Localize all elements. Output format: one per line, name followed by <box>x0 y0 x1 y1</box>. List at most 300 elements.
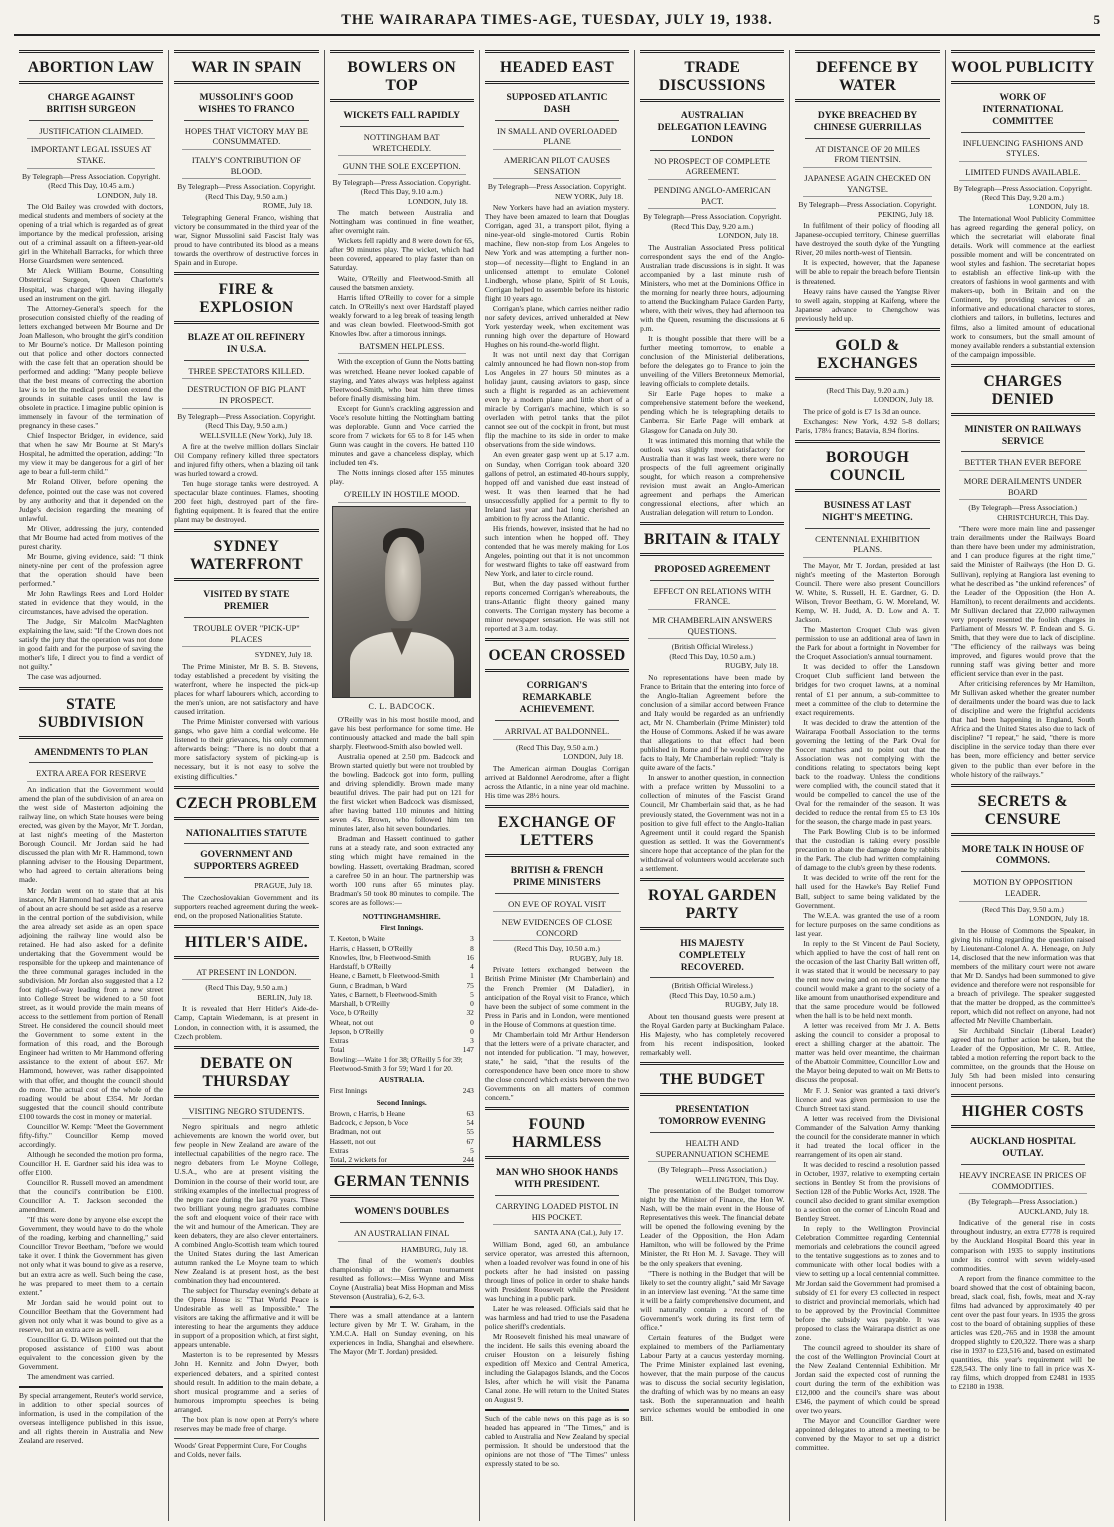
article <box>485 805 629 1102</box>
article-deck: AUSTRALIAN DELEGATION LEAVING LONDON <box>650 108 774 151</box>
dateline-place: NEW YORK, July 18. <box>554 191 624 201</box>
score-name: Yates, c Barnett, b Fleetwood-Smith <box>329 989 437 999</box>
paragraph: Mr F. J. Senior was granted a taxi driver's licence and was given permission to use the Church Street taxi stand. <box>795 1085 940 1113</box>
paragraph: In fulfilment of their policy of flooding all Japanese-occupied territory, Chinese guerrillas have destroyed the south dyke of the Yungting River, 20 miles north-west of Tientsin. <box>795 221 940 258</box>
score-row <box>330 1086 474 1095</box>
paragraph: Ten huge storage tanks were destroyed. A spectacular blaze continues. Flames, shooting 200 feet high, destroyed part of the fire-fighting equipment. It is feared that the entire plant may be destroyed. <box>174 479 319 525</box>
article-deck: MORE TALK IN HOUSE OF COMMONS. <box>961 842 1085 873</box>
innings-label: Second Innings. <box>376 1097 427 1107</box>
dateline-place: WELLINGTON, This Day. <box>695 1174 779 1184</box>
dateline-line: (Recd This Day, 9.20 a.m.) <box>981 192 1064 202</box>
footnote: There was a small attendance at a lantern lecture given by Mr T. W. Graham, in the Y.M.C.A. Hall on Sunday evening, on his experiences in India, Shanghai and elsewhere. The Mayor (Mr T. Jordan) presided. <box>330 1306 474 1356</box>
article-subhead: BATSMEN HELPLESS. <box>338 339 466 355</box>
score-name: Hassett, not out <box>329 1136 376 1146</box>
article-subhead: AN AUSTRALIAN FINAL <box>338 1226 466 1242</box>
score-name: Wheat, not out <box>329 1017 374 1027</box>
score-name: Brown, c Harris, b Heane <box>329 1108 406 1118</box>
article-body <box>485 965 629 1102</box>
dateline-place: SYDNEY, July 18. <box>254 650 313 660</box>
paragraph: It was decided to draw the attention of the Wairarapa Football Association to the terms governing the letting of the Park Oval for Soccer matches and to point out that the Association was not complying with the conditions relating to spectators being kept back to the roadway. Unless the conditions were complied with, the council stated that it would be compelled to cancel the use of the Oval for the remainder of the season. It was decided to reduce the rental from £5 to £3 10s for the season, the charge made in past years. <box>795 717 940 827</box>
paragraph: With the exception of Gunn the Notts batting was wretched. Heane never looked capable of staying, and Yates always was helpless against Fleetwood-Smith, who beat him three times before finally dismissing him. <box>329 357 474 403</box>
dateline-line: (Recd This Day, 9.20 a.m.) <box>826 385 909 395</box>
article-body <box>174 442 318 524</box>
article-dateline <box>174 983 318 1002</box>
article-body <box>485 1240 629 1405</box>
article-deck: SUPPOSED ATLANTIC DASH <box>495 90 619 121</box>
column-7 <box>945 50 1100 1521</box>
article-deck: CORRIGAN'S REMARKABLE ACHIEVEMENT. <box>495 678 619 721</box>
article-deck: MINISTER ON RAILWAYS SERVICE <box>961 422 1085 453</box>
paragraph: Mr Aleck William Bourne, Consulting Obstetrical Surgeon, Queen Charlotte's Hospital, was charged with having illegally used an instrument on the girl. <box>19 266 164 303</box>
article-dateline <box>640 981 784 1009</box>
team-name: NOTTINGHAMSHIRE. <box>362 911 441 921</box>
paragraph: It was not until next day that Corrigan calmly announced he had flown non-stop from Los Angeles in 27 hours 50 minutes as a holiday jaunt, causing aviators to gasp, since such a flight is regarded as an achievement even by a modern plane and little short of a miracle by Corrigan's machine, which is so overladen with petrol tanks that the pilot cannot see out of the cockpit in front, but must flip the machine to its side in order to make observations from the side windows. <box>484 349 630 450</box>
dateline-line: (By Telegraph—Press Association.) <box>968 503 1078 513</box>
score-row <box>330 953 474 962</box>
paragraph: His friends, however, insisted that he had no such intention when he hopped off. They contended that he was merely making for Los Angeles, pointing out that it is not uncommon for westward flights to take off eastward from New York, and later to circle round. <box>484 523 630 579</box>
paragraph: New Yorkers have had an aviation mystery. They have been amazed to learn that Douglas Corrigan, aged 31, a transport pilot, flying a nine-year-old single-motored Curtis Robin machine, flew non-stop from Los Angeles to New York and was attempting a further non-stop—of necessity—flight to England in an unlicensed attempt to emulate Colonel Lindbergh, whose plane, Spirit of St Louis, Corrigan helped to assemble before its historic flight 10 years ago. <box>484 203 630 303</box>
score-value: 75 <box>466 980 474 990</box>
paragraph: The council agreed to shoulder its share of the cost of the Wellington Provincial Court at the New Zealand Centennial Exhibition. Mr Jordan said the expected cost of running the court during the term of the exhibition was £12,000 and the council's share was about £346, the payment of which could be spread over two years. <box>795 1342 940 1416</box>
score-row <box>330 934 474 943</box>
dateline-place: AUCKLAND, July 18. <box>1018 1206 1089 1216</box>
score-value: 147 <box>462 1045 474 1055</box>
article-subhead: AT DISTANCE OF 20 MILES FROM TIENTSIN. <box>803 142 931 168</box>
paragraph: After criticising references by Mr Hamilton, Mr Sullivan asked whether the greater number of derailments under the board was due to lack of discipline and were the frightful accidents that had been happening in England, South Africa and the United States also due to lack of discipline? "I repeat," he said, "there is more discipline in the service today than there ever has been, more efficiency and better service given to the public than ever before in the whole history of the railways." <box>950 679 1095 779</box>
article-subhead: BETTER THAN EVER BEFORE <box>959 455 1087 471</box>
paragraph: The final of the women's doubles championship at the German tournament resulted as follows:—Miss Wynne and Miss Coyne (Australia) beat Miss Hopman and Miss Stevenson (Australia), 6-2, 6-3. <box>329 1256 474 1302</box>
portrait-photo <box>332 506 471 698</box>
article-headline: CHARGES DENIED <box>951 364 1095 416</box>
paragraph: Mr Bourne, giving evidence, said: "I think ninety-nine per cent of the profession agree that the operation should have been performed." <box>19 551 164 588</box>
article-dateline <box>951 184 1095 212</box>
dateline-place: BERLIN, July 18. <box>257 992 313 1002</box>
score-name: Bradman, not out <box>329 1127 382 1137</box>
article-subhead: HOPES THAT VICTORY MAY BE CONSUMMATED. <box>182 124 310 150</box>
article-deck: PROPOSED AGREEMENT <box>650 562 774 581</box>
dateline-line: (Recd This Day, 9.50 a.m.) <box>515 742 598 752</box>
dateline-place: ROME, July 18. <box>262 201 313 211</box>
article-body <box>640 243 784 517</box>
article-headline: BOWLERS ON TOP <box>330 50 474 102</box>
score-name: Hardstaff, b O'Reilly <box>329 962 392 971</box>
dateline-line: (Recd This Day, 9.50 a.m.) <box>205 421 288 431</box>
dateline-line: By Telegraph—Press Association. Copyright. <box>177 182 316 192</box>
paragraph: "If this were done by anyone else except the Government, they would have to do the whole of the roading, kerbing and channelling," said Councillor Trevor Beetham, "before we would take it over. I think the Government has given not only what it was bound to give as a reserve, but an extra acre as well. Such being the case, he was prepared to meet them to a certain extent." <box>19 1215 164 1297</box>
article-subhead: IN SMALL AND OVERLOADED PLANE <box>493 124 621 150</box>
dateline-place: SANTA ANA (Cal.), July 17. <box>534 1228 624 1238</box>
paragraph: In reply to the Wellington Provincial Celebration Committee regarding Centennial memorials and celebrations the council agreed to the tentative suggestions as to zones and to communicate with other local bodies with a view to setting up a local centennial committee. Mr Jordan said the Government had promised a subsidy of £1 for every £3 collected in respect to district and provincial memorials, which had to be approved by the Provincial Committee before the subsidy was payable. It was proposed to class the Wairarapa district as one zone. <box>795 1224 940 1342</box>
article <box>951 784 1095 1090</box>
dateline-line: (British Official Wireless.) <box>671 642 753 652</box>
article-headline: ABORTION LAW <box>19 50 163 84</box>
score-name: Jepson, b O'Reilly <box>329 1026 384 1036</box>
score-row <box>330 1127 474 1136</box>
article-subhead: AT PRESENT IN LONDON. <box>182 965 310 981</box>
article-body <box>640 673 784 873</box>
score-name: Total, 2 wickets for <box>329 1155 387 1164</box>
score-row <box>330 944 474 953</box>
dateline-line: (Recd This Day, 10.50 a.m.) <box>514 944 600 954</box>
newspaper-title: THE WAIRARAPA TIMES-AGE, TUESDAY, JULY 19, 1938. <box>341 11 773 28</box>
article-dateline <box>795 386 939 405</box>
paragraph: The Notts innings closed after 155 minutes play. <box>329 468 474 487</box>
article-deck: BLAZE AT OIL REFINERY IN U.S.A. <box>184 330 308 361</box>
score-value: 8 <box>470 943 474 953</box>
paragraph: But, when the day passed without further reports concerned Corrigan's whereabouts, the trans-Atlantic flight theory gained many converts. The Corrigan mystery has become a minor newspaper sensation. He was still not reported at 3 a.m. today. <box>484 579 630 634</box>
paragraph: In answer to another question, in connection with a preface written by Mussolini to a collection of minutes of the Fascist Grand Council, Mr Chamberlain said that, as he had previously stated, the Government was not in a position to give full effect to the Anglo-Italian Agreement until it could regard the Spanish question as settled. It was the Government's sincere hope that acceptance of the plan for the withdrawal of volunteers would accelerate such a settlement. <box>640 773 785 873</box>
score-value: 243 <box>462 1086 474 1096</box>
score-name: Heane, c Barnett, b Fleetwood-Smith <box>329 971 440 981</box>
article-dateline <box>174 182 318 210</box>
article-subhead: NOTTINGHAM BAT WRETCHEDLY. <box>338 130 466 156</box>
article-subhead: CENTENNIAL EXHIBITION PLANS. <box>803 532 931 558</box>
article-subhead: NO PROSPECT OF COMPLETE AGREEMENT. <box>648 154 776 180</box>
score-name: First Innings <box>329 1086 368 1096</box>
score-value: 244 <box>462 1155 474 1164</box>
paragraph: The W.E.A. was granted the use of a room for lecture purposes on the same conditions as last year. <box>795 910 940 938</box>
score-name: Extras <box>329 1145 349 1155</box>
article-subhead: TROUBLE OVER "PICK-UP" PLACES <box>182 621 310 647</box>
score-row <box>330 1137 474 1146</box>
article-dateline <box>174 650 318 659</box>
dateline-place: LONDON, July 18. <box>563 752 624 762</box>
dateline-line: (Recd This Day, 9.50 a.m.) <box>981 904 1064 914</box>
article-dateline <box>640 642 784 670</box>
paragraph: The case was adjourned. <box>27 672 102 682</box>
dateline-place: HAMBURG, July 18. <box>401 1244 468 1254</box>
score-value: 0 <box>470 999 474 1008</box>
dateline-line: By Telegraph—Press Association. Copyright. <box>21 171 161 181</box>
score-value: 5 <box>470 989 474 999</box>
article-subhead: DESTRUCTION OF BIG PLANT IN PROSPECT. <box>182 382 310 408</box>
score-row <box>330 971 474 980</box>
article-dateline <box>485 182 629 201</box>
score-name: Harris, c Hassett, b O'Reilly <box>329 943 413 953</box>
article-subhead: EFFECT ON RELATIONS WITH FRANCE. <box>648 584 776 610</box>
article-headline: WOOL PUBLICITY <box>951 50 1095 84</box>
article-dateline <box>795 200 939 219</box>
article <box>795 328 939 435</box>
article-headline: FIRE & EXPLOSION <box>174 272 318 324</box>
article-dateline <box>330 1245 474 1254</box>
article-subhead: JAPANESE AGAIN CHECKED ON YANGTSE. <box>803 171 931 197</box>
paragraph: The amendment was carried. <box>27 1372 115 1382</box>
paragraph: The Judge, Sir Malcolm MacNaghten explaining the law, said: "If the Crown does not satisfy the jury that the operation was not done in good faith and for the purpose of saving the mother's life, I direct you to find a verdict of not guilty." <box>19 617 164 672</box>
article-headline: WAR IN SPAIN <box>174 50 318 84</box>
article-headline: HEADED EAST <box>485 50 629 84</box>
article-dateline <box>485 1228 629 1237</box>
article <box>174 50 318 267</box>
article-subhead: MORE DERAILMENTS UNDER BOARD <box>959 474 1087 500</box>
paragraph: Private letters exchanged between the British Prime Minister (Mr Chamberlain) and the French Premier (M Daladier), in anticipation of the Royal visit to France, which have been the subject of some comment in the Press in Paris and in London, were mentioned in the House of Commons at question time. <box>484 965 630 1029</box>
column-6 <box>789 50 944 1521</box>
paragraph: Sir Earle Page hopes to make a comprehensive statement before the weekend, pending which he is telegraphing details to Canberra. Sir Earle Page will embark at Glasgow for Canada on July 30. <box>640 389 785 435</box>
article-headline: GOLD & EXCHANGES <box>795 328 939 380</box>
dateline-line: (Recd This Day, 9.50 a.m.) <box>205 983 288 993</box>
article-subhead: NEW EVIDENCES OF CLOSE CONCORD <box>493 915 621 941</box>
paragraph: Indicative of the general rise in costs throughout industry, an extra £7778 is required by the Auckland Hospital Board this year in comparison with 1935 to supply institutions under its control with seven widely-used commodities. <box>950 1218 1095 1273</box>
article-dateline <box>485 743 629 762</box>
article-deck: BRITISH & FRENCH PRIME MINISTERS <box>495 863 619 894</box>
score-value: 16 <box>466 952 474 962</box>
dateline-line: By Telegraph—Press Association. Copyright. <box>643 212 782 222</box>
dateline-line: (Recd This Day, 10.50 a.m.) <box>669 651 756 661</box>
article-deck: VISITED BY STATE PREMIER <box>184 587 308 618</box>
innings-label: First Innings. <box>380 923 424 932</box>
dateline-line: (By Telegraph—Press Association.) <box>968 1197 1078 1207</box>
team-name: AUSTRALIA. <box>379 1075 425 1084</box>
paragraph: Mr John Rawlings Rees and Lord Holder stated in evidence that they would, in the circumstances, have advised the operation. <box>19 589 164 617</box>
article <box>485 638 629 799</box>
article-headline: THE BUDGET <box>640 1062 784 1096</box>
article-deck: WICKETS FALL RAPIDLY <box>340 108 464 127</box>
paragraph: A letter was received from Mr J. A. Betts asking the council to consider a proposal to erect a shilling charger at the abattoir. The matter was held over meantime, the chairman of the Abattoir Committee, Councillor Low and the Mayor being deputed to wait on Mr Betts to discuss the proposal. <box>795 1021 940 1085</box>
paragraph: The Old Bailey was crowded with doctors, medical students and members of society at the opening of a trial which is regarded as of great importance by the medical profession, arising out of a criminal assault on a fifteen-year-old girl in the Whitehall Barracks, for which three Horse Guardsmen were sentenced. <box>19 202 164 266</box>
score-row <box>330 1036 474 1045</box>
article <box>951 364 1095 779</box>
article-body <box>485 203 629 633</box>
paragraph: Chief Inspector Bridger, in evidence, said that when he saw Mr Bourne at St Mary's Hospital, he admitted the operation, adding: "In my view it may be dangerous for a girl of her age to bear a full-term child." <box>19 431 164 477</box>
article-body <box>19 785 163 1381</box>
paragraph: The Park Bowling Club is to be informed that the custodian is taking every possible precaution to abate the damage done by rabbits in the Park. The club had written complaining of damage to the club's green by these rodents. <box>795 827 940 873</box>
paragraph: Harris lifted O'Reilly to cover for a simple catch. In O'Reilly's next over Hardstaff played weakly forward to a leg break of teasing length and was clean bowled. Fleetwood-Smith got Knowles lbw. after a timorous innings. <box>329 292 474 338</box>
paragraph: O'Reilly was in his most hostile mood, and gave his best performance for some time. He continuously attacked and made the ball spin sharply. Fleetwood-Smith also bowled well. <box>329 714 474 751</box>
paragraph: A report from the finance committee to the board showed that the cost of obtaining bacon, bread, slack coal, fish, fowls, meat and X-ray films had advanced by approximately 40 per cent over the past four years. In 1935 the gross cost to the board of obtaining supplies of these articles was £20,-765 and in 1938 the amount dropped slightly to £20,322. There was a sharp rise in 1937 to £23,516 and, based on estimated quantities, this year's requirement will be £28,543. The only line to fall in price was X-ray films, which dropped from £2481 in 1935 to £2180 in 1938. <box>950 1273 1095 1392</box>
photo-shape <box>385 537 420 621</box>
dateline-line: (Recd This Day, 9.10 a.m.) <box>360 187 443 197</box>
article <box>640 878 784 1057</box>
article-subhead: EXTRA AREA FOR RESERVE <box>27 766 155 782</box>
article-subhead: ARRIVAL AT BALDONNEL. <box>493 724 621 740</box>
masthead <box>14 6 1100 36</box>
column-4 <box>479 50 634 1521</box>
article-dateline <box>174 881 318 890</box>
dateline-place: RUGBY, July 18. <box>569 953 624 963</box>
article-deck: GOVERNMENT AND SUPPORTERS AGREED <box>184 847 308 878</box>
paragraph: Certain features of the Budget were explained to members of the Parliamentary Labour Party at a caucus yesterday morning. The Prime Minister explained last evening, however, that the main purpose of the caucus was to discuss the social security legislation, the drafting of which was by no means an easy task. Both the superannuation and health service schemes would be embodied in one Bill. <box>640 1332 785 1424</box>
article-body <box>795 407 939 435</box>
score-row <box>330 1118 474 1127</box>
article <box>640 50 784 517</box>
article-headline: GERMAN TENNIS <box>330 1164 474 1198</box>
article-dateline <box>330 178 474 206</box>
paragraph: Heavy rains have caused the Yangtse River to swell again, stopping at Kaifeng, where the Japanese advance to Chengchow was previously held up. <box>795 286 940 323</box>
paragraph: A letter was received from the Divisional Commander of the Salvation Army thanking the council for the considerate manner in which it had treated the local officer in the rearrangement of its open air stand. <box>795 1113 940 1159</box>
score-name: Total <box>329 1045 345 1055</box>
dateline-line: By Telegraph—Press Association. Copyright. <box>177 411 316 421</box>
article <box>485 50 629 633</box>
paragraph: Corrigan's plane, which carries neither radio nor safety devices, arrived unheralded at New York yesterday week, when excitement was running high over the departure of Howard Hughes on his round-the-world flight. <box>484 303 630 349</box>
paragraph: It was decided to write off the rent for the hall used for the Hawke's Bay Relief Fund Ball, subject to same being validated by the Government. <box>795 873 940 910</box>
paragraph: The Czechoslovakian Government and its supporters reached agreement during the week-end, on the proposed Nationalities Statute. <box>174 892 319 920</box>
dateline-place: LONDON, July 18. <box>407 196 468 206</box>
dateline-place: RUGBY, July 18. <box>724 1000 779 1010</box>
article-headline: OCEAN CROSSED <box>485 638 629 672</box>
score-name: Badcock, c Jepson, b Voce <box>329 1118 409 1127</box>
paragraph: The Mayor and Councillor Gardner were appointed delegates to attend a meeting to be convened by the Mayor to set up a district committee. <box>795 1416 940 1453</box>
dateline-line: (Recd This Day, 10.45 a.m.) <box>48 181 135 191</box>
dateline-line: By Telegraph—Press Association. Copyright. <box>798 200 937 210</box>
article <box>174 272 318 525</box>
footnote: Woods' Great Peppermint Cure, For Coughs and Colds, never fails. <box>174 1438 318 1459</box>
article-deck: HIS MAJESTY COMPLETELY RECOVERED. <box>650 936 774 979</box>
article-deck: AUCKLAND HOSPITAL OUTLAY. <box>961 1134 1085 1165</box>
article-subhead: INFLUENCING FASHIONS AND STYLES. <box>959 136 1087 162</box>
score-row <box>330 1045 474 1054</box>
paragraph: The Masterton Croquet Club was given permission to use an additional area of lawn in the Park for about a fortnight in November for the Croquet Association's annual tournament. <box>795 625 940 662</box>
paragraph: The Mayor, Mr T. Jordan, presided at last night's meeting of the Masterton Borough Council. There were also present Councillors W. White, S. Russell, H. E. Gardner, G. D. Wilson, Trevor Beetham, G. W. Moreland, W. Kemp, W. H. Judd, A. D. Low and A. T. Jackson. <box>795 560 940 625</box>
footnote: By special arrangement, Reuter's world service, in addition to other special sources of information, is used in the compilation of the overseas intelligence published in this issue, and all rights therein in Australia and New Zealand are reserved. <box>19 1386 163 1445</box>
article-headline: TRADE DISCUSSIONS <box>640 50 784 102</box>
paragraph: The presentation of the Budget tomorrow night by the Minister of Finance, the Hon W. Nash, will be the main event in the House of Representatives this week. The financial debate will be opened the following evening by the Leader of the Opposition, the Hon Adam Hamilton, who will be followed by the Prime Minister, the Rt Hon M. J. Savage. They will be the only speakers that evening. <box>640 1186 785 1268</box>
article-subhead: MOTION BY OPPOSITION LEADER. <box>959 875 1087 901</box>
score-row <box>330 962 474 971</box>
score-value: 54 <box>466 1118 474 1127</box>
score-value: 55 <box>466 1127 474 1137</box>
paragraph: Mr Chamberlain told Mr Arthur Henderson that the letters were of a private character, and not intended for publication. "I may, however, state," he said, "that the results of the correspondence have been once more to show the close concord which exists between the two Governments on all matters of common concern." <box>484 1029 630 1103</box>
paragraph: Bradman and Hassett continued to gather runs at a steady rate, and soon extracted any sting which might have remained in the bowling. Hassett, overtaking Bradman, scored a carefree 50 in an hour. The partnership was worth 100 runs after 65 minutes play. Bradman's 50 took 80 minutes to compile. The scores are as follows:— <box>329 834 474 907</box>
footnote: Such of the cable news on this page as is so headed has appeared in "The Times," and is cabled to Australia and New Zealand by special permission. It should be understood that the opinions are not those of "The Times" unless expressly stated to be so. <box>485 1409 629 1468</box>
dateline-place: RUGBY, July 18. <box>724 661 779 671</box>
article-body <box>485 764 629 800</box>
photo-caption: C. L. BADCOCK. <box>368 701 435 711</box>
article-headline: FOUND HARMLESS <box>485 1107 629 1159</box>
dateline-line: (Recd This Day, 9.50 a.m.) <box>205 191 288 201</box>
column-2 <box>168 50 323 1521</box>
article-headline: SYDNEY WATERFRONT <box>174 529 318 581</box>
dateline-line: By Telegraph—Press Association. Copyright. <box>487 182 627 192</box>
paragraph: Sir Archibald Sinclair (Liberal Leader) agreed that no further action be taken, but the Leader of the Opposition, Mr C. R. Attlee, tabled a motion referring the report back to the committee, on the grounds that the House on July 5th had been misled into censuring innocent persons. <box>950 1026 1095 1090</box>
score-row <box>330 1155 474 1164</box>
article-body <box>174 662 318 781</box>
article-deck: BUSINESS AT LAST NIGHT'S MEETING. <box>805 498 929 529</box>
article-headline: DEFENCE BY WATER <box>795 50 939 102</box>
paragraph: Mr Jordan went on to state that at his instance, Mr Hammond had agreed that an area of about an acre should be set aside as a reserve in the central portion of the subdivision, while the area already set aside as an open space adjoining the railway line would also be retained. He had also asked for a definite undertaking that the Government would be responsible for the upkeep and maintenance of the three communal garages included in the subdivision. Mr Jordan also suggested that a 12 foot right-of-way leading from a new street into College Street be widened to a 50 foot street, as it would provide the main means of access to the settlement from portion of Renall Street. He considered the council should meet the Government to some extent in the formation of this road, and the Borough Engineer had written to Mr Hammond offering assistance to the extent of about £67. Mr Hammond, however, was rather disappointed with that offer, and thought the council should do more. The actual cost of the whole of the roading would be about £354. Mr Jordan suggested that the council should contribute £100 towards the cost in money or material. <box>19 885 164 1121</box>
paragraph: About ten thousand guests were present at the Royal Garden party at Buckingham Palace. His Majesty, who has completely recovered from his recent indisposition, looked remarkably well. <box>640 1011 785 1058</box>
dateline-place: CHRISTCHURCH, This Day. <box>997 512 1089 522</box>
dateline-line: (By Telegraph—Press Association.) <box>657 1165 767 1175</box>
bowling-figures: Bowling:—Waite 1 for 38; O'Reilly 5 for 39; Fleetwood-Smith 3 for 59; Ward 1 for 20. <box>329 1054 463 1073</box>
article-subhead: HEALTH AND SUPERANNUATION SCHEME <box>648 1136 776 1162</box>
dateline-place: PEKING, July 18. <box>877 209 934 219</box>
paragraph: An even greater gasp went up at 5.17 a.m. on Sunday, when Corrigan took aboard 320 gallons of petrol, an estimated 40-hours supply, hopped off and vanished due east instead of west. It was then learned that he had unsuccessfully applied for a permit to fly to Ireland last year and had long cherished an ambition to fly across the Atlantic. <box>484 450 630 523</box>
dateline-line: By Telegraph—Press Association. Copyright. <box>332 177 471 187</box>
paragraph: The Australian Associated Press political correspondent says the end of the Anglo-Australian trade discussions is in sight. It was accompanied by a last minute rush of Ministers, who met at the Dominions Office in the morning for nearly three hours, adjourning to attend the Buckingham Palace Garden Party, where, with their wives, they had afternoon tea with the Queen, resuming the discussions at 6 p.m. <box>640 242 785 333</box>
score-row <box>330 1018 474 1027</box>
article <box>19 50 163 682</box>
article-deck: MUSSOLINI'S GOOD WISHES TO FRANCO <box>184 90 308 121</box>
score-row <box>330 1008 474 1017</box>
article-dateline <box>951 1197 1095 1216</box>
score-name: Marshall, b O'Reilly <box>329 999 390 1008</box>
paragraph: Australia opened at 2.50 pm. Badcock and Brown started quietly but were not troubled by the bowling. Badcock got into form, pulling and driving splendidly. Brown made many beautiful drives. The pair had put on 121 for the first wicket when Badcock was dismissed, after having batted 110 minutes and hitting seven 4's. Brown, who followed him ten minutes later, also hit seven boundaries. <box>329 751 474 834</box>
article-headline: HITLER'S AIDE. <box>174 925 318 959</box>
article <box>19 687 163 1382</box>
score-row <box>330 1027 474 1036</box>
paragraph: Masterton is to be represented by Messrs John H. Kennitz and John Dwyer, both experienced debaters, and a spirited contest should result. In addition to the main debate, a short musical programme and a series of humorous impromptu speeches is being arranged. <box>174 1350 319 1414</box>
paragraph: The Attorney-General's speech for the prosecution consisted chiefly of the reading of letters exchanged between Mr Bourne and Dr Joan Malleson, who brought the girl's condition to Mr Bourne's notice. Dr Malleson pointing out that police and other doctors connected with the case felt that an operation should be performed and adding: "Many people believe that the best means of correcting the abortion law is to let the medical profession extend the grounds in suitable cases until the law is obsolete in practice. I imagine public opinion is immensely in favour of the termination of pregnancy in these cases." <box>19 303 164 431</box>
article-subhead: MR CHAMBERLAIN ANSWERS QUESTIONS. <box>648 613 776 639</box>
article <box>174 925 318 1041</box>
article-subhead: GUNN THE SOLE EXCEPTION. <box>338 159 466 175</box>
dateline-line: By Telegraph—Press Association. Copyright. <box>953 183 1092 193</box>
article-body <box>951 214 1095 359</box>
score-value: 67 <box>466 1136 474 1146</box>
dateline-line: (British Official Wireless.) <box>671 981 753 991</box>
dateline-line: (Recd This Day, 10.50 a.m.) <box>669 990 756 1000</box>
article-dateline <box>640 212 784 240</box>
paragraph: No representations have been made by France to Britain that the entering into force of the Anglo-Italian Agreement before the conclusion of a similar accord between France and Italy would be regarded as an unfriendly act, Mr N. Chamberlain (Prime Minister) told the House of Commons. Asked if he was aware that allegations to that effect had been published in Rome and if he would convey the facts to Italy, Mr Chamberlain replied: "Italy is quite aware of the facts." <box>640 672 785 773</box>
paragraph: "There is nothing in the Budget that will be likely to set the country alight," said Mr Savage in an interview last evening. "At the same time it will be a fairly comprehensive document, and will naturally contain a record of the Government's work during its first term of office." <box>640 1268 785 1332</box>
article <box>330 50 474 907</box>
score-name: Gunn, c Bradman, b Ward <box>329 980 407 990</box>
article-deck: AMENDMENTS TO PLAN <box>29 745 153 764</box>
article-headline: STATE SUBDIVISION <box>19 687 163 739</box>
score-value: 32 <box>466 1008 474 1018</box>
paragraph: The American airman Douglas Corrigan arrived at Baldonnel Aerodrome, after a flight across the Atlantic, in a nine year old machine. His time was 28½ hours. <box>484 763 630 800</box>
article-body <box>174 1004 318 1040</box>
paragraph: The International Wool Publicity Committee has agreed regarding the general policy, on which the secretariat will elaborate final details. Work will commence at the earliest possible moment and will be concentrated on wool styles and fashion. The secretariat hopes to establish an effective link-up with the creators of fashions in wool garments and with makers-up, both in Britain and on the Continent, by providing services of an informative and educational character to stores, clothiers and tailors, in bulletins, lectures and films, also a limited amount of educational work to consumers, but the small amount of money available renders a substantial extension of the campaign impossible. <box>950 213 1095 359</box>
score-row <box>330 1109 474 1118</box>
article-headline: SECRETS & CENSURE <box>951 784 1095 836</box>
article-headline: ROYAL GARDEN PARTY <box>640 878 784 930</box>
article-headline: EXCHANGE OF LETTERS <box>485 805 629 857</box>
paragraph: An indication that the Government would amend the plan of the subdivision of an area on the west side of Masterton adjoining the railway line, on which State houses were being erected, was given by the Mayor, Mr T. Jordan, at last night's meeting of the Masterton Borough Council. Mr Jordan said he had discussed the plan with Mr R. Hammond, town planning adviser to the Housing Department, who had agreed to certain alterations being made. <box>19 785 164 885</box>
paragraph: Mr Jordan said he would point out to Councillor Beetham that the Government had given not only what it was bound to give as a reserve, but an extra acre as well. <box>19 1297 164 1334</box>
paragraph: The box plan is now open at Perry's where reserves may be made free of charge. <box>174 1414 319 1433</box>
article-subhead: LIMITED FUNDS AVAILABLE. <box>959 165 1087 181</box>
article-deck: DYKE BREACHED BY CHINESE GUERRILLAS <box>805 108 929 139</box>
dateline-place: LONDON, July 18. <box>873 395 934 405</box>
article-dateline <box>485 944 629 963</box>
paragraph: It is revealed that Herr Hitler's Aide-de-Camp, Captain Wiedemann, is at present in London, in connection with, it is assumed, the Czech problem. <box>174 1004 319 1041</box>
score-name: T. Keeton, b Waite <box>329 934 385 944</box>
dateline-place: LONDON, July 18. <box>97 190 158 200</box>
dateline-place: PRAGUE, July 18. <box>254 881 313 891</box>
paragraph: Councillor G. D. Wilson pointed out that the proposed assistance of £100 was about equivalent to the concession given by the Government. <box>19 1334 164 1371</box>
score-row <box>330 981 474 990</box>
article-dateline <box>640 1165 784 1184</box>
article-subhead: JUSTIFICATION CLAIMED. <box>27 124 155 140</box>
score-value: 4 <box>470 962 474 971</box>
article-body <box>640 1186 784 1423</box>
article-subhead: AMERICAN PILOT CAUSES SENSATION <box>493 153 621 179</box>
article <box>174 1046 318 1433</box>
paragraph: Exchanges: New York, 4.92 5-8 dollars; Paris, 178¼ francs; Batavia, 8.94 florins. <box>795 416 940 435</box>
score-value: 1 <box>470 971 474 981</box>
article-headline: CZECH PROBLEM <box>174 786 318 820</box>
score-value: 3 <box>470 1036 474 1045</box>
paragraph: It was decided to offer the Lansdown Croquet Club sufficient land between the bridges for two croquet lawns, at a nominal rental of £1 per annum, a sub-committee to meet a committee of the club to determine the exact requirements. <box>795 662 940 717</box>
article-headline: BOROUGH COUNCIL <box>795 440 939 492</box>
news-columns <box>14 50 1100 1521</box>
score-value: 3 <box>470 934 474 944</box>
article-body <box>174 1122 318 1433</box>
score-row <box>330 999 474 1008</box>
paragraph: It is thought possible that there will be a further meeting tomorrow, to enable a conclusion of the Ministerial deliberations, before the delegates go to France to join the unveiling of the Villers Bretonneux Memorial, leaving officials to complete details. <box>640 334 785 389</box>
paragraph: Telegraphing General Franco, wishing that victory be consummated in the third year of the war, Signor Mussolini said Fascist Italy was proud to have contributed its blood as a means towards the overthrow of destructive forces in Spain and in Europe. <box>174 212 319 267</box>
score-row <box>330 1146 474 1155</box>
dateline-place: WELLSVILLE (New York), July 18. <box>199 430 313 440</box>
article-deck: WOMEN'S DOUBLES <box>340 1204 464 1223</box>
paragraph: Councillor W. Kemp: "Meet the Government fifty-fifty." Councillor Kemp moved accordingly. <box>19 1121 164 1149</box>
score-value: 63 <box>466 1108 474 1118</box>
article-headline: HIGHER COSTS <box>951 1094 1095 1128</box>
article-dateline <box>951 905 1095 924</box>
article <box>485 1107 629 1404</box>
article-subhead: ITALY'S CONTRIBUTION OF BLOOD. <box>182 153 310 179</box>
